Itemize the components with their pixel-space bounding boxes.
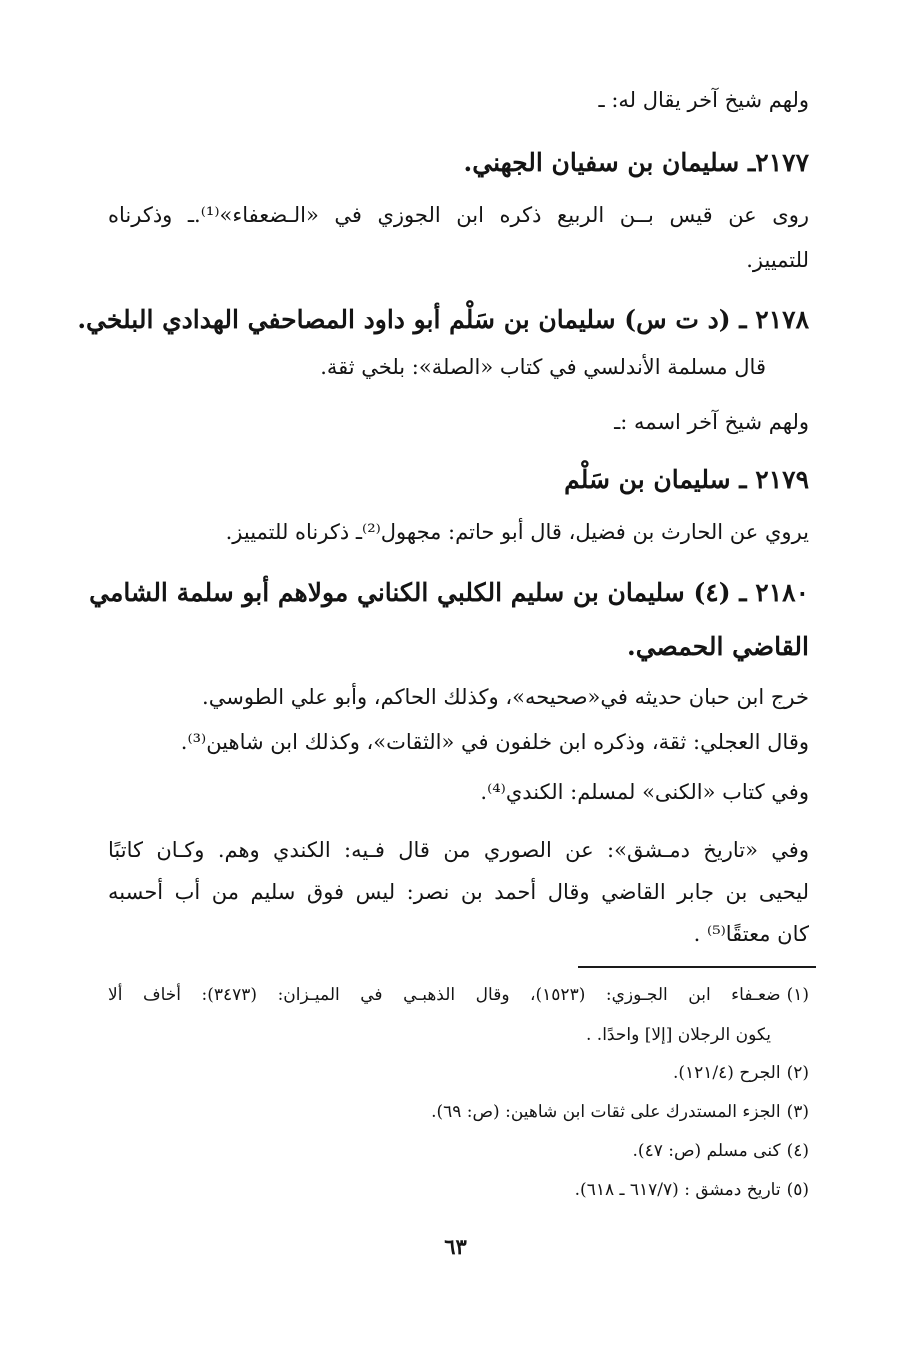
footnote-5 bbox=[575, 1180, 809, 1200]
footnote-text: ضعـفاء ابن الجـوزي: (١٥٢٣)، وقال الذهبـي في الميـزان: (٣٤٧٣): أخاف ألا bbox=[108, 985, 781, 1005]
footnote-number: (١) bbox=[786, 985, 809, 1005]
entry-2180-text-6: كان معتقًا⁽⁵⁾ . bbox=[693, 922, 809, 946]
entry-heading-2179: ٢١٧٩ ـ سليمان بن سَلْم bbox=[564, 465, 809, 494]
footnote-number: (٤) bbox=[786, 1141, 809, 1161]
entry-2180-text-4: وفي «تاريخ دمـشق»: عن الصوري من قال فـيه: الكندي وهم. وكـان كاتبًا bbox=[108, 838, 809, 862]
footnote-text: كنى مسلم (ص: ٤٧). bbox=[632, 1141, 781, 1161]
entry-2180-text-5: ليحيى بن جابر القاضي وقال أحمد بن نصر: ليس فوق سليم من أب أحسبه bbox=[108, 880, 809, 904]
entry-2177-text: روى عن قيس بــن الربيع ذكره ابن الجوزي في «الـضعفاء»⁽¹⁾.ـ وذكرناه bbox=[108, 203, 809, 227]
entry-heading-2180: ٢١٨٠ ـ (٤) سليمان بن سليم الكلبي الكناني مولاهم أبو سلمة الشامي bbox=[89, 578, 809, 607]
entry-2180-text-3: وفي كتاب «الكنى» لمسلم: الكندي⁽⁴⁾. bbox=[480, 780, 809, 804]
entry-heading-2178: ٢١٧٨ ـ (د ت س) سليمان بن سَلْم أبو داود المصاحفي الهدادي البلخي. bbox=[77, 305, 809, 334]
entry-2180-text-1: خرج ابن حبان حديثه في«صحيحه»، وكذلك الحاكم، وأبو علي الطوسي. bbox=[202, 685, 809, 709]
entry-2177-text-end: للتمييز. bbox=[746, 248, 809, 272]
footnote-4 bbox=[633, 1141, 809, 1161]
footnote-text: تاريخ دمشق : (٦١٧/٧ ـ ٦١٨). bbox=[574, 1180, 781, 1200]
entry-2179-text: يروي عن الحارث بن فضيل، قال أبو حاتم: مجهول⁽²⁾ـ ذكرناه للتمييز. bbox=[225, 520, 809, 544]
footnote-3 bbox=[431, 1102, 809, 1122]
entry-heading-2177: ٢١٧٧ـ سليمان بن سفيان الجهني. bbox=[463, 148, 809, 177]
footnote-divider bbox=[578, 966, 816, 968]
entry-2178-text: قال مسلمة الأندلسي في كتاب «الصلة»: بلخي ثقة. bbox=[320, 355, 766, 379]
footnote-text: الجرح (١٢١/٤). bbox=[672, 1063, 781, 1083]
footnote-1 bbox=[108, 985, 809, 1005]
intro-line-2: ولهم شيخ آخر اسمه :ـ bbox=[614, 410, 809, 434]
page-number: ٦٣ bbox=[444, 1234, 467, 1259]
footnote-2 bbox=[673, 1063, 809, 1083]
footnote-1-cont: يكون الرجلان [إلا] واحدًا. . bbox=[586, 1025, 771, 1045]
entry-2180-text-2: وقال العجلي: ثقة، وذكره ابن خلفون في «الثقات»، وكذلك ابن شاهين⁽³⁾. bbox=[180, 730, 809, 754]
entry-heading-2180-cont: القاضي الحمصي. bbox=[627, 632, 809, 661]
footnote-number: (٢) bbox=[786, 1063, 809, 1083]
footnote-number: (٥) bbox=[786, 1180, 809, 1200]
footnote-number: (٣) bbox=[786, 1102, 809, 1122]
footnote-text: الجزء المستدرك على ثقات ابن شاهين: (ص: ٦٩). bbox=[431, 1102, 781, 1122]
intro-line: ولهم شيخ آخر يقال له: ـ bbox=[598, 88, 809, 112]
